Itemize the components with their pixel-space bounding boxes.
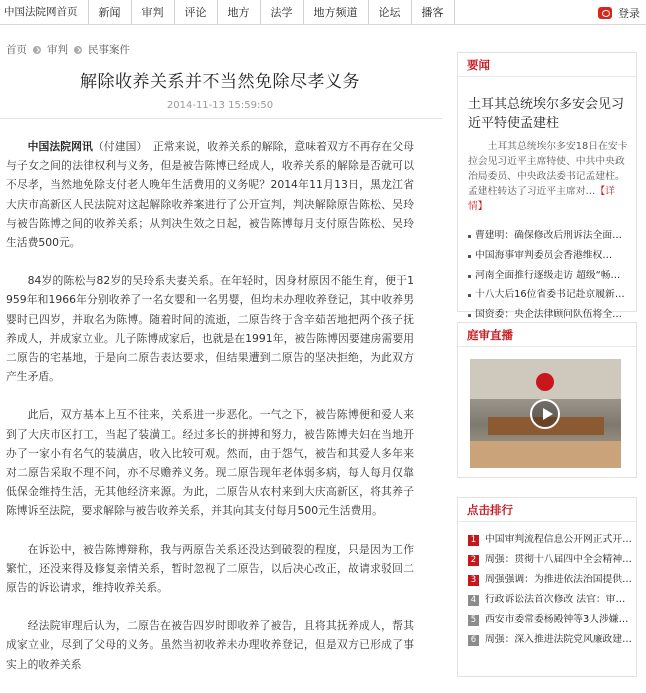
article-paragraph: [6, 137, 414, 252]
news-more-link[interactable]: 【详情】: [468, 186, 615, 212]
breadcrumb-civil[interactable]: 民事案件: [88, 44, 130, 56]
nav-item-trial[interactable]: 审判: [132, 0, 175, 25]
ranking-list: [458, 522, 636, 650]
ranking-item[interactable]: [468, 570, 634, 590]
article-body: [6, 137, 414, 693]
list-item[interactable]: 中国海事审判委员会香港维权…: [468, 246, 634, 266]
news-list: [458, 214, 636, 325]
divider: [0, 118, 442, 119]
ranking-item[interactable]: [468, 550, 634, 570]
rank-text: 中国审判流程信息公开网正式开…: [485, 534, 632, 545]
breadcrumb-home[interactable]: 首页: [6, 44, 27, 56]
article-column: [0, 25, 448, 671]
ranking-item[interactable]: [468, 610, 634, 630]
live-heading: 庭审直播: [458, 323, 636, 347]
ranking-item[interactable]: [468, 630, 634, 650]
weibo-icon[interactable]: [598, 7, 612, 19]
rank-number: 6: [468, 635, 479, 646]
ranking-item[interactable]: [468, 530, 634, 550]
article-source[interactable]: 中国法院网讯: [27, 140, 93, 153]
breadcrumb: [6, 42, 130, 57]
article-paragraph: 在诉讼中，被告陈博辩称，我与两原告关系还没达到破裂的程度，只是因为工作繁忙，还没来得及修复亲情关系，暂时忽视了二原告，以后决心改正，故请求驳回二原告的诉讼请求，维持收养关系。: [6, 542, 414, 595]
news-box: [457, 52, 637, 321]
live-box: [457, 322, 637, 478]
news-headline[interactable]: 土耳其总统埃尔多安会见习近平特使孟建柱: [468, 97, 625, 131]
nav-item-forum[interactable]: 论坛: [369, 0, 412, 25]
ranking-item[interactable]: [468, 590, 634, 610]
nav-item-law[interactable]: 法学: [261, 0, 304, 25]
article-paragraph: 此后，双方基本上互不往来，关系进一步恶化。一气之下，被告陈博便和爱人来到了大庆市区打工，当起了装潢工。经过多长的拼搏和努力，被告陈博夫妇在当地开办了一家小有名气的装潢店，收入比较可观。然而，由于怨气，被告和其爱人多年来对二原告采取不理不问，亦不尽赡养义务。现二原告现年老体弱多病，每人每月仅靠低保金维持生活，无其他经济来源。为此，二原告从农村来到大庆高新区，将其养子陈博诉至法院，要求解除与被告收养关系，并其向其支付每月500元生活费用。: [6, 408, 414, 518]
court-emblem-icon: [536, 373, 554, 391]
nav-item-podcast[interactable]: 播客: [412, 0, 455, 25]
nav-item-comment[interactable]: 评论: [175, 0, 218, 25]
paragraph-text: （付建国） 正常来说，收养关系的解除，意味着双方不再存在父母与子女之间的法律权利与义务，但是被告陈博已经成人，收养关系的解除是否就可以不尽孝，当然地免除支付老人晚年生活费用的义务呢？2014年11月13日，黑龙江省大庆市高新区人民法院对这起解除收养案进行了公开宣判，判决解除原告陈松、吴玲与被告陈博之间的收养关系；从判决生效之日起，被告陈博每月支付原告陈松、吴玲生活费500元。: [6, 140, 415, 250]
rank-number: 3: [468, 575, 479, 586]
chevron-right-icon: [74, 46, 82, 54]
article-paragraph: 经法院审理后认为，二原告在被告四岁时即收养了被告，且将其抚养成人，帮其成家立业，尽到了父母的义务。虽然当初收养未办理收养登记，但是双方已形成了事实上的收养关系: [6, 619, 414, 671]
list-item[interactable]: 河南全面推行逐级走访 超级“畅…: [468, 266, 634, 286]
rank-number: 5: [468, 615, 479, 626]
ranking-box: [457, 497, 637, 677]
rank-number: 4: [468, 595, 479, 606]
nav-item-local-channel[interactable]: 地方频道: [304, 0, 369, 25]
rank-text: 周强强调：为推进依法治国提供…: [485, 574, 632, 585]
courtroom-floor: [470, 441, 621, 468]
list-item[interactable]: 十八大后16位省委书记赴京履新…: [468, 285, 634, 305]
page-title: 解除收养关系并不当然免除尽孝义务: [80, 72, 360, 92]
rank-number: 1: [468, 535, 479, 546]
rank-text: 周强：深入推进法院党风廉政建…: [485, 634, 632, 645]
top-nav: [0, 0, 646, 25]
list-item[interactable]: 国资委：央企法律顾问队伍将全…: [468, 305, 634, 325]
login-link[interactable]: 登录: [618, 6, 640, 20]
rank-number: 2: [468, 555, 479, 566]
chevron-right-icon: [33, 46, 41, 54]
rank-text: 周强：贯彻十八届四中全会精神…: [485, 554, 632, 565]
article-date: 2014-11-13 15:59:50: [166, 100, 274, 111]
nav-item-local[interactable]: 地方: [218, 0, 261, 25]
article-paragraph: 84岁的陈松与82岁的吴玲系夫妻关系。在年轻时，因身材原因不能生育，便于1959年和1966年分别收养了一名女婴和一名男婴，但均未办理收养登记，其中收养男婴时已四岁，并取名为陈博。随着时间的流逝，二原告终于含辛茹苦地把两个孩子抚养成人，并成家立业。儿子陈博成家后，也就是在1991年，被告陈博因要建房需要用二原告的宅基地，于是向二原告表达要求，但结果遭到二原告的坚决拒绝，为此双方产生矛盾。: [6, 274, 414, 384]
play-icon[interactable]: [530, 399, 560, 429]
nav-item-home[interactable]: 中国法院网首页: [0, 0, 89, 25]
nav-bar: [0, 0, 455, 25]
news-heading: 要闻: [458, 53, 636, 77]
news-summary: [458, 133, 636, 214]
ranking-heading: 点击排行: [458, 498, 636, 522]
list-item[interactable]: 曹建明：确保修改后刑诉法全面…: [468, 226, 634, 246]
breadcrumb-trial[interactable]: 审判: [47, 44, 68, 56]
live-video-thumbnail[interactable]: [470, 359, 621, 468]
rank-text: 行政诉讼法首次修改 法官：审…: [485, 594, 626, 605]
user-area: [598, 0, 640, 25]
nav-item-news[interactable]: 新闻: [89, 0, 132, 25]
news-summary-text: 土耳其总统埃尔多安18日在安卡拉会见习近平主席特使、中共中央政治局委员、中央政法委书记孟建柱。孟建柱转达了习近平主席对…: [468, 141, 628, 197]
rank-text: 西安市委常委杨殿钟等3人涉嫌…: [485, 614, 629, 625]
